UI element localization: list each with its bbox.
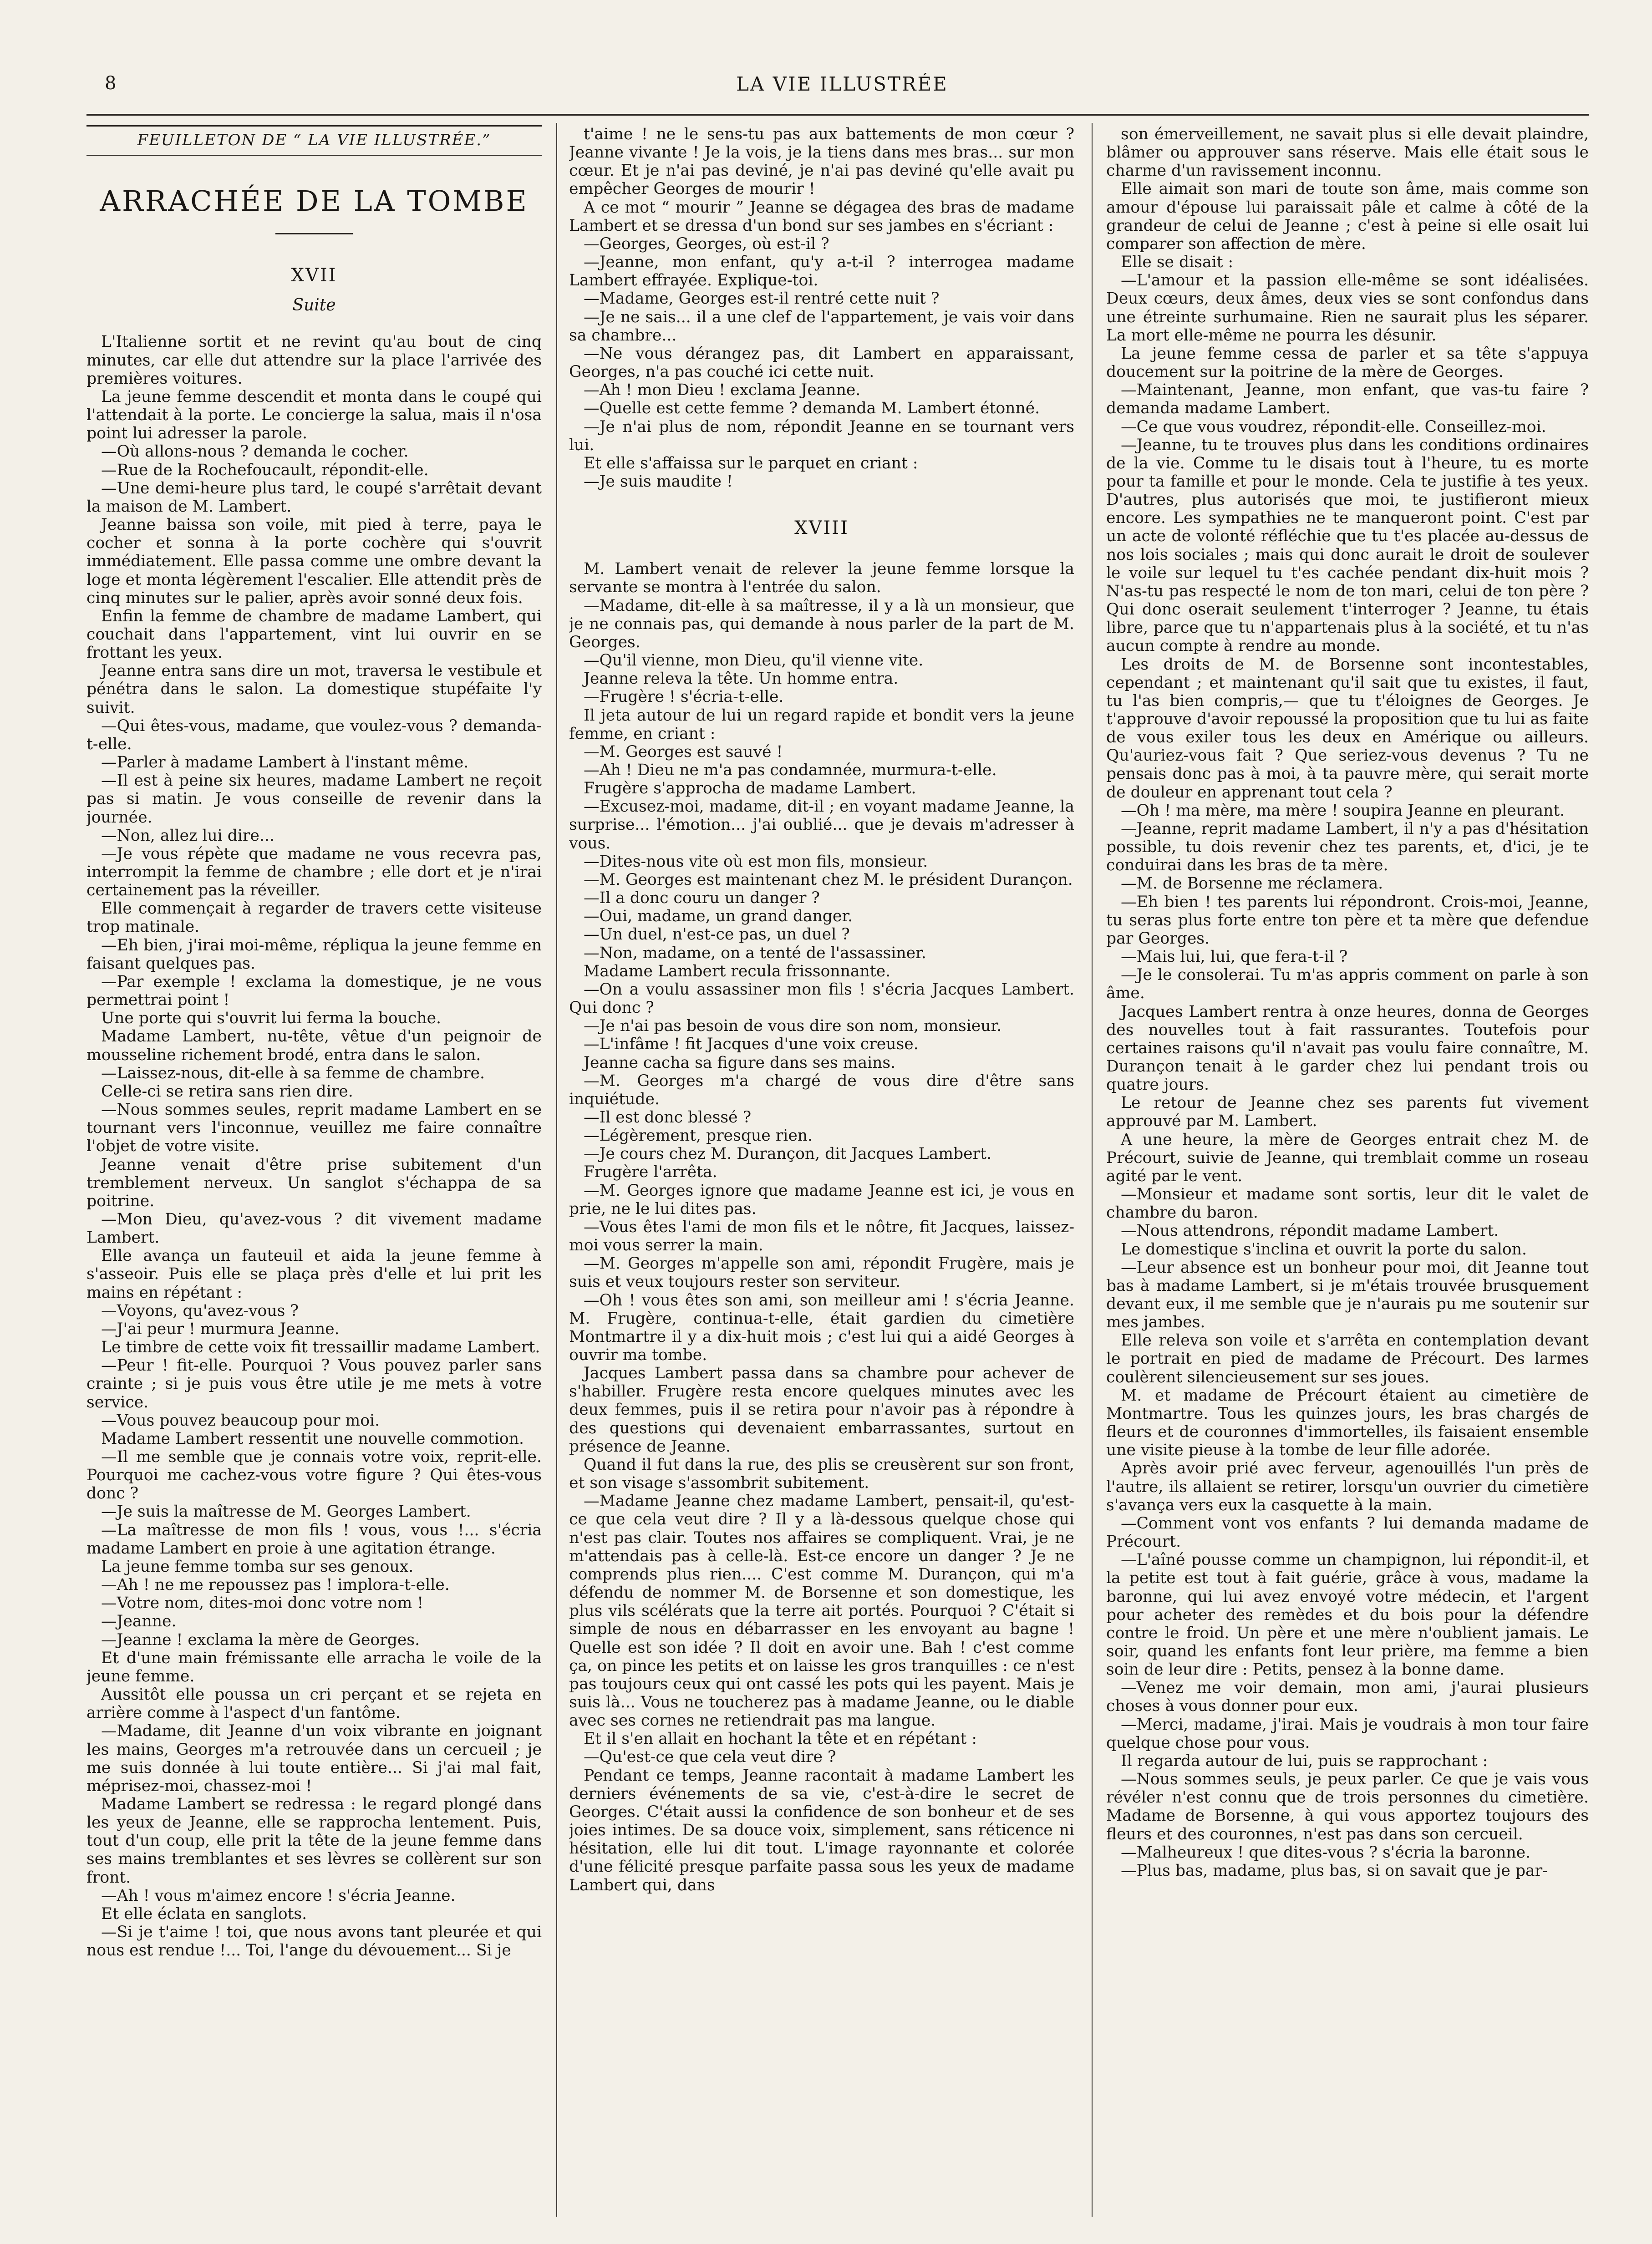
paragraph: Frugère l'arrêta.: [584, 1163, 717, 1182]
paragraph: —Ah ! Dieu ne m'a pas condamnée, murmura-t-elle.: [584, 761, 997, 779]
paragraph: —Dites-nous vite où est mon fils, monsieur.: [584, 852, 928, 871]
column-3: [1106, 125, 1589, 2214]
paragraph: —Où allons-nous ? demanda le cocher.: [101, 442, 409, 461]
paragraph: Le retour de Jeanne chez ses parents fut vivement approuvé par M. Lambert.: [1106, 1094, 1589, 1131]
paragraph: Le domestique s'inclina et ouvrit la porte du salon.: [1121, 1240, 1527, 1259]
paragraph: —Laissez-nous, dit-elle à sa femme de chambre.: [101, 1064, 485, 1082]
paragraph: —Mon Dieu, qu'avez-vous ? dit vivement madame Lambert.: [86, 1210, 542, 1247]
paragraph: —Jeanne, mon enfant, qu'y a-t-il ? interrogea madame Lambert effrayée. Explique-toi.: [569, 253, 1074, 290]
paragraph: Enfin la femme de chambre de madame Lambert, qui couchait dans l'appartement, vint lui ouvrir en se frottant les yeux.: [86, 607, 542, 662]
paragraph: —Je n'ai pas besoin de vous dire son nom, monsieur.: [584, 1017, 1002, 1036]
chapter-subtitle: Suite: [292, 296, 336, 315]
paragraph: —L'aîné pousse comme un champignon, lui répondit-il, et la petite est tout à fait guérie, grâce à vous, madame la baronne, qui lui avez envoyé votre médecin, et l'argent pour acheter des remèdes et du bois pour la défendre contre le froid. Un père et une mère n'oublient jamais. Le soir, quand les enfants font leur prière, ma femme a bien soin de leur dire : Petits, pensez à la bonne dame.: [1106, 1551, 1589, 1679]
paragraph: —Vous pouvez beaucoup pour moi.: [101, 1411, 380, 1430]
paragraph: —Maintenant, Jeanne, mon enfant, que vas-tu faire ? demanda madame Lambert.: [1106, 381, 1589, 418]
paragraph: —Voyons, qu'avez-vous ?: [101, 1301, 299, 1320]
paragraph: —Monsieur et madame sont sortis, leur dit le valet de chambre du baron.: [1106, 1185, 1589, 1222]
page-number: 8: [105, 73, 117, 94]
paragraph: son émerveillement, ne savait plus si elle devait plaindre, blâmer ou approuver sans réserve. Mais elle était sous le charme d'un ravissement inconnu.: [1106, 125, 1589, 180]
paragraph: Et elle éclata en sanglots.: [101, 1904, 307, 1923]
paragraph: —Excusez-moi, madame, dit-il ; en voyant madame Jeanne, la surprise... l'émotion... j'ai oublié... que je devais m'adresser à vous.: [569, 797, 1074, 853]
paragraph: —Non, madame, on a tenté de l'assassiner.: [584, 944, 926, 962]
paragraph: —Nous sommes seules, reprit madame Lambert en se tournant vers l'inconnue, veuillez me faire connaître l'objet de votre visite.: [86, 1101, 542, 1156]
feuilleton-rule: [86, 125, 542, 127]
paragraph: —Ne vous dérangez pas, dit Lambert en apparaissant, Georges, n'a pas couché ici cette nuit.: [569, 344, 1074, 381]
paragraph: Quand il fut dans la rue, des plis se creusèrent sur son front, et son visage s'assombrit subitement.: [569, 1455, 1074, 1493]
paragraph: M. Lambert venait de relever la jeune femme lorsque la servante se montra à l'entrée du salon.: [569, 560, 1074, 597]
feuilleton-rule: [86, 155, 542, 156]
column-2-text-bottom: [569, 560, 1074, 1894]
paragraph: —Nous sommes seuls, je peux parler. Ce que je vais vous révéler n'est connu que de trois personnes du cimetière. Madame de Borsenne, à qui vous apportez toujours des fleurs et des couronnes, n'est pas dans son cercueil.: [1106, 1770, 1589, 1843]
paragraph: —Venez me voir demain, mon ami, j'aurai plusieurs choses à vous donner pour eux.: [1106, 1679, 1589, 1716]
paragraph: Madame Lambert se redressa : le regard plongé dans les yeux de Jeanne, elle se rapprocha lentement. Puis, tout d'un coup, elle prit la tête de la jeune femme dans ses mains tremblantes et ses lèvres se collèrent sur son front.: [86, 1795, 542, 1887]
paragraph: —Je ne sais... il a une clef de l'appartement, je vais voir dans sa chambre...: [569, 308, 1074, 345]
paragraph: —Madame, dit-elle à sa maîtresse, il y a là un monsieur, que je ne connais pas, qui demande à nous parler de la part de M. Georges.: [569, 596, 1074, 651]
paragraph: —M. Georges est maintenant chez M. le président Durançon.: [584, 870, 1073, 889]
paragraph: —Je le consolerai. Tu m'as appris comment on parle à son âme.: [1106, 966, 1589, 1003]
paragraph: Et d'une main frémissante elle arracha le voile de la jeune femme.: [86, 1649, 542, 1686]
paragraph: Madame Lambert, nu-tête, vêtue d'un peignoir de mousseline richement brodé, entra dans le salon.: [86, 1027, 542, 1064]
paragraph: Frugère s'approcha de madame Lambert.: [584, 779, 916, 798]
paragraph: Il jeta autour de lui un regard rapide et bondit vers la jeune femme, en criant :: [569, 706, 1074, 743]
paragraph: —On a voulu assassiner mon fils ! s'écria Jacques Lambert. Qui donc ?: [569, 980, 1074, 1017]
paragraph: Aussitôt elle poussa un cri perçant et se rejeta en arrière comme à l'aspect d'un fantôme.: [86, 1686, 542, 1722]
paragraph: —Mais lui, lui, que fera-t-il ?: [1121, 948, 1348, 966]
paragraph: —Si je t'aime ! toi, que nous avons tant pleurée et qui nous est rendue !... Toi, l'ange du dévouement... Si je: [86, 1923, 542, 1960]
paragraph: La jeune femme tomba sur ses genoux.: [101, 1557, 414, 1576]
paragraph: —Madame Jeanne chez madame Lambert, pensait-il, qu'est-ce que cela veut dire ? Il y a là-dessous quelque chose qui n'est pas clair. Toutes nos affaires se compliquent. Vrai, je ne m'attendais pas à celle-là. Est-ce encore un danger ? Je ne comprends plus rien.... C'est comme M. Durançon, qui m'a défendu de nommer M. de Borsenne et son domestique, les plus vils scélérats que la terre ait portés. Pourquoi ? C'était si simple de nous en débarrasser en les envoyant au bagne ! Quelle est son idée ? Il doit en avoir une. Bah ! c'est comme ça, on pince les petits et on laisse les gros tranquilles : ce n'est pas toujours ceux qui ont cassé les pots qui les payent. Mais je suis là... Vous ne toucherez pas à madame Jeanne, ou le diable avec ses cornes ne retiendrait pas ma langue.: [569, 1492, 1074, 1730]
paragraph: Jacques Lambert passa dans sa chambre pour achever de s'habiller. Frugère resta encore quelques minutes avec les deux femmes, puis il se retira pour n'avoir pas à répondre à des questions qui devenaient embarrassantes, surtout en présence de Jeanne.: [569, 1364, 1074, 1456]
paragraph: —Qui êtes-vous, madame, que voulez-vous ? demanda-t-elle.: [86, 716, 542, 753]
paragraph: Jeanne venait d'être prise subitement d'un tremblement nerveux. Un sanglot s'échappa de sa poitrine.: [86, 1155, 542, 1210]
paragraph: —Votre nom, dites-moi donc votre nom !: [101, 1594, 424, 1613]
paragraph: —Rue de la Rochefoucault, répondit-elle.: [101, 461, 429, 479]
paragraph: —Georges, Georges, où est-il ?: [584, 234, 829, 253]
paragraph: —Oh ! ma mère, ma mère ! soupira Jeanne en pleurant.: [1121, 801, 1565, 820]
paragraph: Elle aimait son mari de toute son âme, mais comme son amour d'épouse lui paraissait pâle et calme à côté de la grandeur de celui de Jeanne ; c'est à peine si elle osait lui comparer son affection de mère.: [1106, 180, 1589, 253]
paragraph: —M. Georges m'appelle son ami, répondit Frugère, mais je suis et veux toujours rester son serviteur.: [569, 1254, 1074, 1291]
paragraph: —M. de Borsenne me réclamera.: [1121, 874, 1383, 893]
paragraph: —Jeanne, reprit madame Lambert, il n'y a pas d'hésitation possible, tu dois revenir chez tes parents, et, d'ici, je te conduirai dans les bras de ta mère.: [1106, 819, 1589, 875]
paragraph: Pendant ce temps, Jeanne racontait à madame Lambert les derniers événements de sa vie, c'est-à-dire le secret de Georges. C'était aussi la confidence de son bonheur et de ses joies intimes. De sa douce voix, simplement, sans réticence ni hésitation, elle lui dit tout. L'image rayonnante et colorée d'une félicité presque parfaite passa sous les yeux de madame Lambert qui, dans: [569, 1766, 1074, 1894]
publication-title: LA VIE ILLUSTRÉE: [736, 73, 948, 95]
paragraph: —Qu'il vienne, mon Dieu, qu'il vienne vite.: [584, 651, 924, 670]
paragraph: —L'infâme ! fit Jacques d'une voix creuse.: [584, 1035, 919, 1054]
paragraph: —Ah ! mon Dieu ! exclama Jeanne.: [584, 381, 861, 400]
paragraph: Après avoir prié avec ferveur, agenouillés l'un près de l'autre, ils allaient se retirer, lorsqu'un ouvrier du cimetière s'avança vers eux la casquette à la main.: [1106, 1459, 1589, 1514]
header-rule: [86, 114, 1589, 116]
feuilleton-label: FEUILLETON DE “ LA VIE ILLUSTRÉE.”: [137, 131, 491, 149]
paragraph: —Eh bien, j'irai moi-même, répliqua la jeune femme en faisant quelques pas.: [86, 936, 542, 973]
paragraph: Celle-ci se retira sans rien dire.: [101, 1082, 353, 1101]
paragraph: Jeanne releva la tête. Un homme entra.: [584, 670, 899, 688]
paragraph: —Jeanne ! exclama la mère de Georges.: [101, 1630, 420, 1649]
paragraph: —Comment vont vos enfants ? lui demanda madame de Précourt.: [1106, 1514, 1589, 1551]
paragraph: —M. Georges ignore que madame Jeanne est ici, je vous en prie, ne le lui dites pas.: [569, 1181, 1074, 1218]
paragraph: —Madame, Georges est-il rentré cette nuit ?: [584, 289, 940, 308]
paragraph: —Vous êtes l'ami de mon fils et le nôtre, fit Jacques, laissez-moi vous serrer la main.: [569, 1218, 1074, 1255]
paragraph: —Jeanne, tu te trouves plus dans les conditions ordinaires de la vie. Comme tu le disais tout à l'heure, tu es morte pour ta famille et pour le monde. Cela te justifie à tes yeux. D'autres, plus autorisés que moi, te justifieront mieux encore. Les sympathies ne te manqueront point. C'est par un acte de volonté réfléchie que tu t'es placée au-dessus de nos lois sociales ; mais qui donc aurait le droit de soulever le voile sur lequel tu t'es cachée pendant dix-huit mois ? N'as-tu pas respecté le nom de ton mari, celui de ton père ? Qui donc oserait seulement t'interroger ? Jeanne, tu étais libre, parce que tu n'appartenais plus à la société, et tu n'as aucun compte à rendre au monde.: [1106, 436, 1589, 655]
paragraph: Jacques Lambert rentra à onze heures, donna de Georges des nouvelles tout à fait rassurantes. Toutefois pour certaines raisons qu'il n'avait pas voulu faire connaître, M. Durançon tenait à le garder chez lui pendant trois ou quatre jours.: [1106, 1002, 1589, 1094]
paragraph: Elle se disait :: [1121, 253, 1234, 272]
paragraph: —Légèrement, presque rien.: [584, 1127, 813, 1145]
paragraph: —Jeanne.: [101, 1612, 177, 1631]
paragraph: Madame Lambert ressentit une nouvelle commotion.: [101, 1429, 524, 1448]
paragraph: —Il a donc couru un danger ?: [584, 889, 820, 908]
paragraph: —M. Georges m'a chargé de vous dire d'être sans inquiétude.: [569, 1071, 1074, 1108]
story-title: ARRACHÉE DE LA TOMBE: [100, 184, 529, 218]
paragraph: —Une demi-heure plus tard, le coupé s'arrêtait devant la maison de M. Lambert.: [86, 479, 542, 516]
paragraph: Elle avança un fauteuil et aida la jeune femme à s'asseoir. Puis elle se plaça près d'elle et lui prit les mains en répétant :: [86, 1247, 542, 1302]
paragraph: La jeune femme descendit et monta dans le coupé qui l'attendait à la porte. Le concierge la salua, mais il n'osa point lui adresser la parole.: [86, 387, 542, 443]
paragraph: —Un duel, n'est-ce pas, un duel ?: [584, 925, 850, 944]
paragraph: Et il s'en allait en hochant la tête et en répétant :: [584, 1730, 977, 1748]
page-header: [105, 73, 1580, 109]
column-1: [86, 125, 542, 2214]
paragraph: A ce mot “ mourir ” Jeanne se dégagea des bras de madame Lambert et se dressa d'un bond sur ses jambes en s'écriant :: [569, 198, 1074, 235]
paragraph: —Il est à peine six heures, madame Lambert ne reçoit pas si matin. Je vous conseille de revenir dans la journée.: [86, 772, 542, 827]
paragraph: —Parler à madame Lambert à l'instant même.: [101, 753, 469, 772]
paragraph: —Ce que vous voudrez, répondit-elle. Conseillez-moi.: [1121, 417, 1546, 436]
paragraph: —Ah ! ne me repoussez pas ! implora-t-elle.: [101, 1576, 450, 1594]
paragraph: L'Italienne sortit et ne revint qu'au bout de cinq minutes, car elle dut attendre sur la place l'arrivée des premières voitures.: [86, 333, 542, 388]
column-3-text: [1106, 125, 1589, 1880]
paragraph: —Je cours chez M. Durançon, dit Jacques Lambert.: [584, 1145, 992, 1163]
column-separator: [556, 123, 557, 2217]
paragraph: —Par exemple ! exclama la domestique, je ne vous permettrai point !: [86, 972, 542, 1010]
paragraph: —Madame, dit Jeanne d'un voix vibrante en joignant les mains, Georges m'a retrouvée dans un cercueil ; je me suis donnée à lui toute entière... Si j'ai mal fait, méprisez-moi, chassez-moi !: [86, 1722, 542, 1795]
paragraph: Madame Lambert recula frissonnante.: [584, 962, 891, 980]
paragraph: Et elle s'affaissa sur le parquet en criant :: [584, 454, 918, 472]
paragraph: —Frugère ! s'écria-t-elle.: [584, 688, 784, 706]
paragraph: —Oui, madame, un grand danger.: [584, 907, 853, 926]
paragraph: —Leur absence est un bonheur pour moi, dit Jeanne tout bas à madame Lambert, si je m'étais trouvée brusquement devant eux, il me semble que je n'aurais pu me soutenir sur mes jambes.: [1106, 1258, 1589, 1332]
paragraph: —Ah ! vous m'aimez encore ! s'écria Jeanne.: [101, 1886, 456, 1905]
paragraph: —Je suis maudite !: [584, 472, 733, 491]
paragraph: —J'ai peur ! murmura Jeanne.: [101, 1320, 340, 1338]
chapter-heading: XVIII: [794, 518, 849, 539]
paragraph: Le timbre de cette voix fit tressaillir madame Lambert.: [101, 1338, 540, 1357]
paragraph: —Je n'ai plus de nom, répondit Jeanne en se tournant vers lui.: [569, 417, 1074, 454]
paragraph: Jeanne baissa son voile, mit pied à terre, paya le cocher et sonna à la porte cochère qui s'ouvrit immédiatement. Elle passa comme une ombre devant la loge et monta légèrement l'escalier. Elle attendit près de cinq minutes sur le palier, après avoir sonné deux fois.: [86, 516, 542, 607]
paragraph: —Non, allez lui dire...: [101, 826, 274, 845]
paragraph: Jeanne entra sans dire un mot, traversa le vestibule et pénétra dans le salon. La domestique stupéfaite l'y suivit.: [86, 662, 542, 717]
paragraph: M. et madame de Précourt étaient au cimetière de Montmartre. Tous les quinzes jours, les bras chargés de fleurs et de couronnes d'immortelles, ils faisaient ensemble une visite pieuse à la tombe de leur fille adorée.: [1106, 1386, 1589, 1460]
column-separator: [1092, 123, 1093, 2217]
paragraph: t'aime ! ne le sens-tu pas aux battements de mon cœur ? Jeanne vivante ! Je la vois, je la tiens dans mes bras... sur mon cœur. Et je n'ai pas deviné, je n'ai pas deviné qu'elle avait pu empêcher Georges de mourir !: [569, 125, 1074, 198]
paragraph: —Peur ! fit-elle. Pourquoi ? Vous pouvez parler sans crainte ; si je puis vous être utile je me mets à votre service.: [86, 1356, 542, 1411]
chapter-heading: XVII: [291, 265, 337, 286]
paragraph: —La maîtresse de mon fils ! vous, vous !... s'écria madame Lambert en proie à une agitation étrange.: [86, 1521, 542, 1558]
paragraph: —Il me semble que je connais votre voix, reprit-elle. Pourquoi me cachez-vous votre figure ? Qui êtes-vous donc ?: [86, 1448, 542, 1503]
paragraph: —L'amour et la passion elle-même se sont idéalisées. Deux cœurs, deux âmes, deux vies se sont confondus dans une étreinte surhumaine. Rien ne saurait plus les séparer. La mort elle-même ne pourra les désunir.: [1106, 271, 1589, 345]
paragraph: —Plus bas, madame, plus bas, si on savait que je par-: [1121, 1861, 1548, 1880]
paragraph: Les droits de M. de Borsenne sont incontestables, cependant ; et maintenant qu'il sait que tu existes, il faut, tu l'as bien compris,— que tu t'éloignes de Georges. Je t'approuve d'avoir repoussé la proposition que tu lui as faite de vous exiler tous les deux en Amérique ou ailleurs. Qu'auriez-vous fait ? Que seriez-vous devenus ? Tu ne pensais donc pas à moi, à ta pauvre mère, qui serait morte de douleur en apprenant tout cela ?: [1106, 655, 1589, 802]
paragraph: Une porte qui s'ouvrit lui ferma la bouche.: [101, 1009, 442, 1028]
paragraph: —Oh ! vous êtes son ami, son meilleur ami ! s'écria Jeanne. M. Frugère, continua-t-elle, était gardien du cimetière Montmartre il y a dix-huit mois ; c'est lui qui a aidé Georges à ouvrir ma tombe.: [569, 1291, 1074, 1364]
paragraph: A une heure, la mère de Georges entrait chez M. de Précourt, suivie de Jeanne, qui tremblait comme un roseau agité par le vent.: [1106, 1130, 1589, 1185]
paragraph: —Qu'est-ce que cela veut dire ?: [584, 1748, 836, 1767]
paragraph: —M. Georges est sauvé !: [584, 742, 783, 761]
paragraph: —Quelle est cette femme ? demanda M. Lambert étonné.: [584, 399, 1040, 418]
paragraph: —Malheureux ! que dites-vous ? s'écria la baronne.: [1121, 1843, 1531, 1862]
paragraph: Jeanne cacha sa figure dans ses mains.: [584, 1053, 896, 1072]
paragraph: —Merci, madame, j'irai. Mais je voudrais à mon tour faire quelque chose pour vous.: [1106, 1715, 1589, 1752]
column-2-text-top: [569, 125, 1074, 491]
paragraph: La jeune femme cessa de parler et sa tête s'appuya doucement sur la poitrine de la mère de Georges.: [1106, 344, 1589, 381]
paragraph: —Je vous répète que madame ne vous recevra pas, interrompit la femme de chambre ; elle dort et je n'irai certainement pas la réveiller.: [86, 844, 542, 900]
paragraph: Il regarda autour de lui, puis se rapprochant :: [1121, 1752, 1488, 1770]
column-2: [569, 125, 1074, 2214]
paragraph: —Je suis la maîtresse de M. Georges Lambert.: [101, 1503, 471, 1521]
paragraph: —Eh bien ! tes parents lui répondront. Crois-moi, Jeanne, tu seras plus forte entre ton père et ta mère que defendue par Georges.: [1106, 893, 1589, 948]
paragraph: —Nous attendrons, répondit madame Lambert.: [1121, 1222, 1499, 1240]
column-1-text: [86, 333, 542, 1960]
paragraph: Elle commençait à regarder de travers cette visiteuse trop matinale.: [86, 899, 542, 936]
paragraph: —Il est donc blessé ?: [584, 1108, 752, 1127]
title-rule: [275, 233, 353, 234]
paragraph: Elle releva son voile et s'arrêta en contemplation devant le portrait en pied de madame de Précourt. Des larmes coulèrent silencieusement sur ses joues.: [1106, 1331, 1589, 1386]
